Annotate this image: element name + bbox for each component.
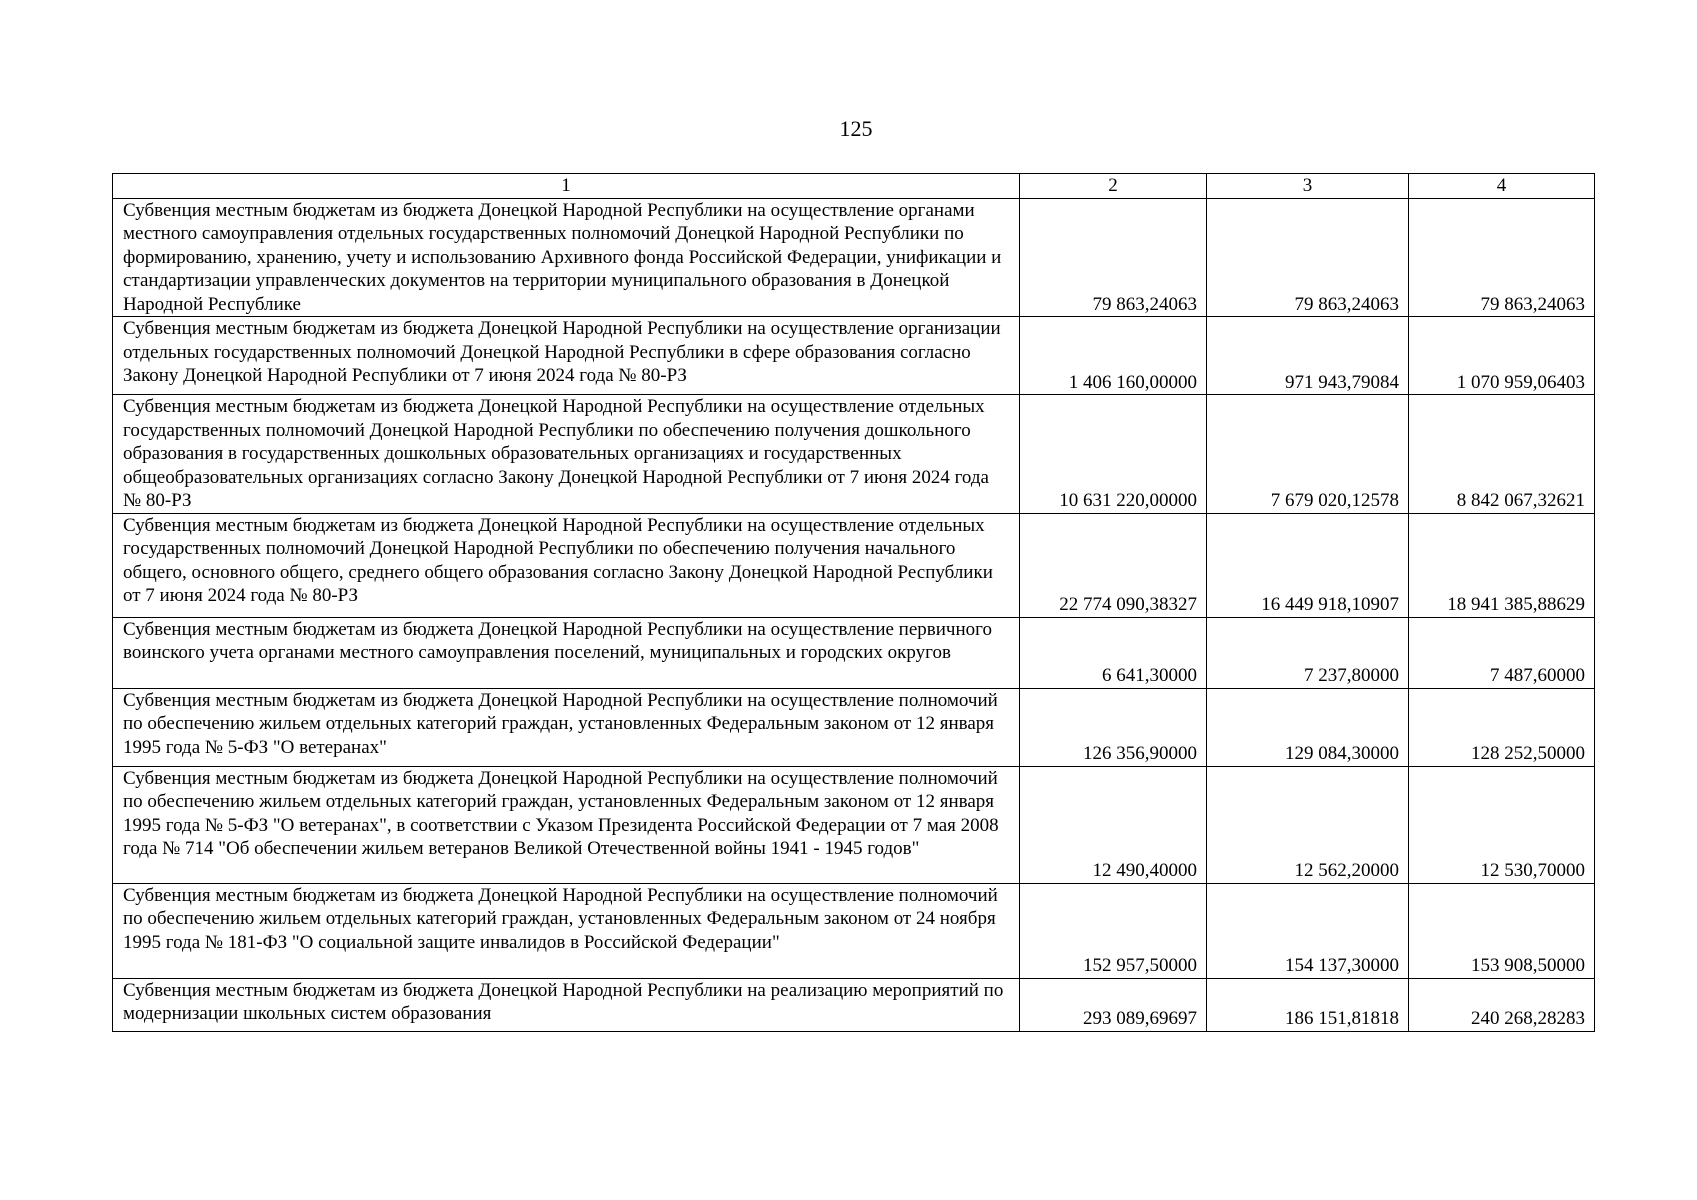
value-col-2: 126 356,90000 [1020, 688, 1207, 766]
value-col-4: 240 268,28283 [1409, 978, 1595, 1031]
table-row [113, 395, 1595, 514]
row-description: Субвенция местным бюджетам из бюджета Донецкой Народной Республики на осуществление отдельных государственных полномочий Донецкой Народной Республики по обеспечению получения начального общего, основного общего, среднего общего образования согласно Закону Донецкой Народной Республики от 7 июня 2024 года № 80-РЗ [113, 513, 1020, 617]
value-col-2: 1 406 160,00000 [1020, 317, 1207, 395]
value-col-2: 79 863,24063 [1020, 198, 1207, 317]
column-header-3: 3 [1207, 174, 1409, 199]
value-col-2: 22 774 090,38327 [1020, 513, 1207, 617]
column-header-1: 1 [113, 174, 1020, 199]
row-description: Субвенция местным бюджетам из бюджета Донецкой Народной Республики на осуществление полномочий по обеспечению жильем отдельных категорий граждан, установленных Федеральным законом от 12 января 1995 года № 5-ФЗ "О ветеранах" [113, 688, 1020, 766]
value-col-3: 154 137,30000 [1207, 883, 1409, 978]
value-col-2: 6 641,30000 [1020, 617, 1207, 688]
value-col-3: 16 449 918,10907 [1207, 513, 1409, 617]
table-header [113, 174, 1595, 199]
value-col-4: 12 530,70000 [1409, 766, 1595, 883]
value-col-4: 1 070 959,06403 [1409, 317, 1595, 395]
row-description: Субвенция местным бюджетам из бюджета Донецкой Народной Республики на осуществление полномочий по обеспечению жильем отдельных категорий граждан, установленных Федеральным законом от 12 января 1995 года № 5-ФЗ "О ветеранах", в соответствии с Указом Президента Российской Федерации от 7 мая 2008 года № 714 "Об обеспечении жильем ветеранов Великой Отечественной войны 1941 - 1945 годов" [113, 766, 1020, 883]
row-description: Субвенция местным бюджетам из бюджета Донецкой Народной Республики на осуществление первичного воинского учета органами местного самоуправления поселений, муниципальных и городских округов [113, 617, 1020, 688]
value-col-3: 7 237,80000 [1207, 617, 1409, 688]
table-row [113, 513, 1595, 617]
row-description: Субвенция местным бюджетам из бюджета Донецкой Народной Республики на реализацию мероприятий по модернизации школьных систем образования [113, 978, 1020, 1031]
table-row [113, 766, 1595, 883]
page-number: 125 [839, 116, 873, 141]
value-col-3: 129 084,30000 [1207, 688, 1409, 766]
value-col-3: 186 151,81818 [1207, 978, 1409, 1031]
value-col-4: 153 908,50000 [1409, 883, 1595, 978]
row-description: Субвенция местным бюджетам из бюджета Донецкой Народной Республики на осуществление отдельных государственных полномочий Донецкой Народной Республики по обеспечению получения дошкольного образования в государственных дошкольных образовательных организациях и государственных общеобразовательных организациях согласно Закону Донецкой Народной Республики от 7 июня 2024 года № 80-РЗ [113, 395, 1020, 514]
row-description: Субвенция местным бюджетам из бюджета Донецкой Народной Республики на осуществление полномочий по обеспечению жильем отдельных категорий граждан, установленных Федеральным законом от 24 ноября 1995 года № 181-ФЗ "О социальной защите инвалидов в Российской Федерации" [113, 883, 1020, 978]
value-col-4: 128 252,50000 [1409, 688, 1595, 766]
value-col-2: 293 089,69697 [1020, 978, 1207, 1031]
table-row [113, 883, 1595, 978]
value-col-2: 152 957,50000 [1020, 883, 1207, 978]
value-col-2: 12 490,40000 [1020, 766, 1207, 883]
table-row [113, 617, 1595, 688]
table-row [113, 317, 1595, 395]
value-col-3: 7 679 020,12578 [1207, 395, 1409, 514]
table-row [113, 198, 1595, 317]
row-description: Субвенция местным бюджетам из бюджета Донецкой Народной Республики на осуществление организации отдельных государственных полномочий Донецкой Народной Республики в сфере образования согласно Закону Донецкой Народной Республики от 7 июня 2024 года № 80-РЗ [113, 317, 1020, 395]
value-col-4: 18 941 385,88629 [1409, 513, 1595, 617]
value-col-3: 971 943,79084 [1207, 317, 1409, 395]
column-header-2: 2 [1020, 174, 1207, 199]
header-row [113, 174, 1595, 199]
value-col-4: 79 863,24063 [1409, 198, 1595, 317]
table-row [113, 978, 1595, 1031]
table-row [113, 688, 1595, 766]
row-description: Субвенция местным бюджетам из бюджета Донецкой Народной Республики на осуществление органами местного самоуправления отдельных государственных полномочий Донецкой Народной Республики по формированию, хранению, учету и использованию Архивного фонда Российской Федерации, унификации и стандартизации управленческих документов на территории муниципального образования в Донецкой Народной Республике [113, 198, 1020, 317]
budget-table [112, 173, 1595, 1032]
value-col-3: 12 562,20000 [1207, 766, 1409, 883]
value-col-4: 7 487,60000 [1409, 617, 1595, 688]
value-col-4: 8 842 067,32621 [1409, 395, 1595, 514]
column-header-4: 4 [1409, 174, 1595, 199]
value-col-2: 10 631 220,00000 [1020, 395, 1207, 514]
table-body [113, 198, 1595, 1031]
value-col-3: 79 863,24063 [1207, 198, 1409, 317]
